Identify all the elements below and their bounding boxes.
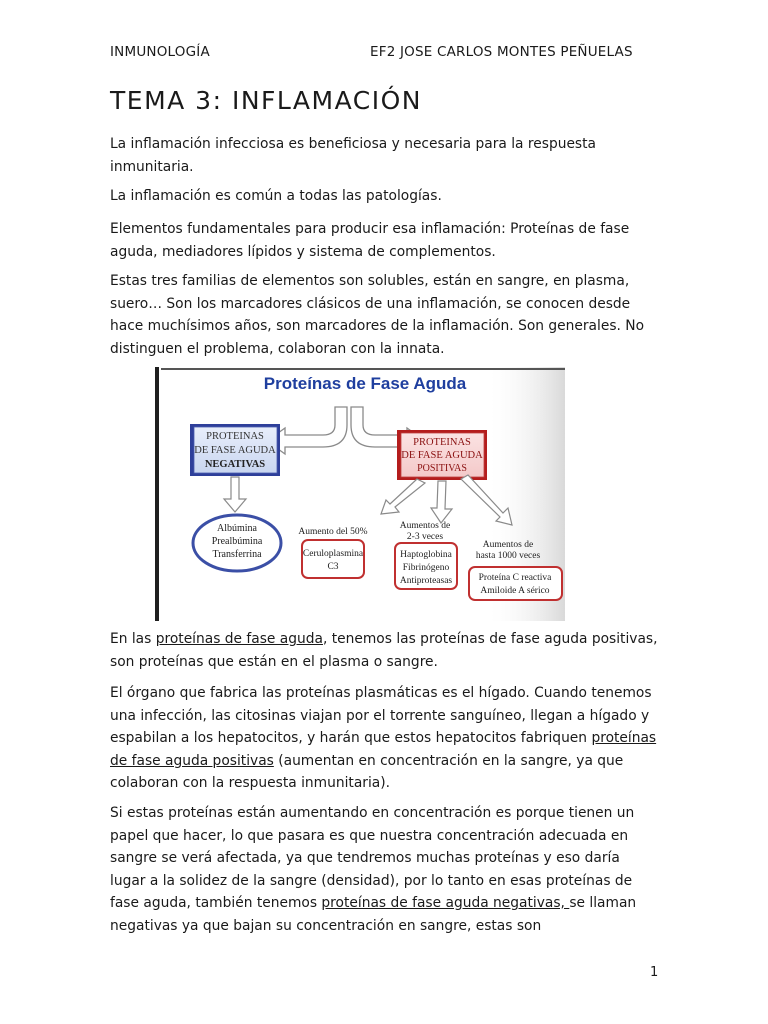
paragraph-5: En las proteínas de fase aguda, tenemos las proteínas de fase aguda positivas, son proteínas que están en el plasma o sangre. (110, 631, 658, 670)
label-increase-50: Aumento del 50% (298, 527, 368, 537)
paragraph-6: El órgano que fabrica las proteínas plasmáticas es el hígado. Cuando tenemos una infección, las citosinas viajan por el torrente sanguíneo, llegan a hígado y espabilan a los hepatocitos, y harán que estos hepatocitos fabriquen proteínas de fase aguda positivas (aumentan en concentración en la sangre, ya que colaboran con la respuesta inmunitaria). (110, 685, 657, 791)
paragraph-2: La inflamación es común a todas las patologías. (110, 188, 442, 204)
svg-text:DE FASE AGUDA: DE FASE AGUDA (194, 445, 276, 456)
header-course: INMUNOLOGÍA (110, 44, 210, 60)
svg-text:Transferrina: Transferrina (212, 549, 262, 560)
underline-positive-proteins: proteínas de fase aguda positivas (110, 730, 657, 769)
svg-text:DE FASE AGUDA: DE FASE AGUDA (401, 450, 483, 461)
svg-text:Aumentos de: Aumentos de (399, 521, 451, 531)
svg-text:hasta 1000 veces: hasta 1000 veces (475, 551, 541, 561)
svg-text:NEGATIVAS: NEGATIVAS (204, 459, 266, 470)
negative-proteins-list (193, 515, 281, 571)
positive-list-2-3 (395, 543, 457, 589)
svg-text:Aumentos de: Aumentos de (482, 540, 534, 550)
page-title: TEMA 3: INFLAMACIÓN (110, 86, 422, 115)
link-acute-phase-proteins: proteínas de fase aguda (155, 631, 323, 647)
svg-text:2-3 veces: 2-3 veces (406, 532, 444, 542)
diagram-title: Proteínas de Fase Aguda (263, 374, 467, 393)
svg-text:Prealbúmina: Prealbúmina (211, 536, 263, 547)
positive-proteins-box (397, 430, 487, 480)
paragraph-4: Estas tres familias de elementos son solubles, están en sangre, en plasma, suero… Son los marcadores clásicos de una inflamación, se conocen desde hace muchísimos años, son marcadores de la inflamación. Son generales. No distinguen el problema, colaboran con la innata. (110, 273, 645, 357)
positive-list-1000 (469, 567, 562, 600)
acute-phase-proteins-diagram (155, 367, 565, 621)
svg-text:Albúmina: Albúmina (217, 523, 257, 534)
figure-left-border (155, 367, 159, 621)
paragraph-3: Elementos fundamentales para producir esa inflamación: Proteínas de fase aguda, mediadores lípidos y sistema de complementos. (110, 221, 630, 260)
svg-text:Haptoglobina: Haptoglobina (400, 550, 452, 560)
paragraph-7: Si estas proteínas están aumentando en concentración es porque tienen un papel que hacer, lo que pasara es que nuestra concentración adecuada en sangre se verá afectada, ya que tendremos muchas proteínas y eso daría lugar a la solidez de la sangre (densidad), por lo tanto en esas proteínas de fase aguda, también tenemos proteínas de fase aguda negativas, se llaman negativas ya que bajan su concentración en sangre, estas son (110, 805, 637, 934)
positive-list-50 (302, 540, 364, 578)
svg-text:Antiproteasas: Antiproteasas (399, 576, 453, 586)
svg-text:Fibrinógeno: Fibrinógeno (402, 563, 450, 573)
label-increase-1000 (476, 540, 541, 561)
svg-text:PROTEINAS: PROTEINAS (413, 437, 471, 448)
header-author: EF2 JOSE CARLOS MONTES PEÑUELAS (370, 44, 633, 60)
svg-text:C3: C3 (327, 562, 339, 572)
page-number: 1 (650, 965, 659, 980)
underline-negative-proteins: proteínas de fase aguda negativas, (321, 895, 570, 911)
svg-text:POSITIVAS: POSITIVAS (417, 463, 467, 474)
paragraph-1: La inflamación infecciosa es beneficiosa y necesaria para la respuesta inmunitaria. (110, 136, 596, 175)
svg-text:Proteína C reactiva: Proteína C reactiva (478, 573, 552, 583)
svg-text:Ceruloplasmina: Ceruloplasmina (302, 549, 364, 559)
svg-text:Amiloide A sérico: Amiloide A sérico (480, 586, 550, 596)
label-increase-2-3 (400, 521, 450, 542)
negative-proteins-box (190, 424, 280, 476)
svg-text:PROTEINAS: PROTEINAS (206, 431, 264, 442)
